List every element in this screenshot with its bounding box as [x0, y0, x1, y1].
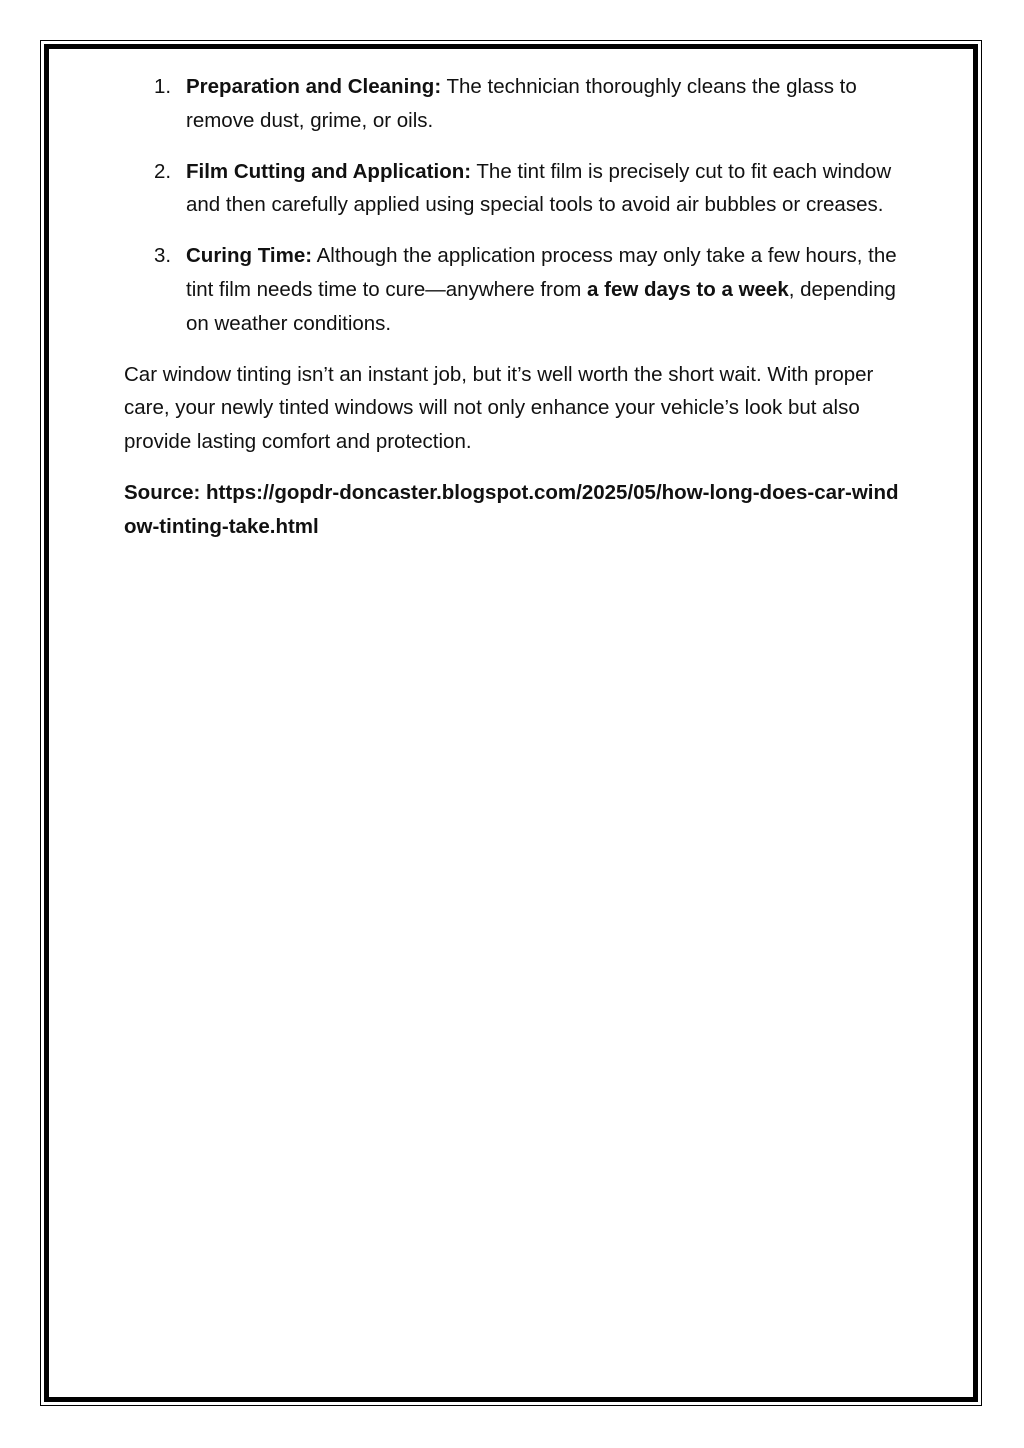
list-item-number: 3.: [154, 244, 172, 268]
list-item-text: Although the application process may only take a few hours, the tint film needs time to cure—anywhere from: [186, 244, 897, 301]
list-item-number: 2.: [154, 159, 172, 183]
list-item: [124, 155, 904, 223]
list-item-text-end: , depending on weather conditions.: [186, 277, 896, 335]
list-item-emphasis: a few days to a week: [587, 277, 789, 301]
source-line: [124, 476, 904, 544]
source-label: Source:: [124, 480, 207, 504]
document-body: [124, 70, 904, 561]
list-item-number: 1.: [154, 75, 172, 98]
summary-paragraph: Car window tinting isn’t an instant job, but it’s well worth the short wait. With proper care, your newly tinted windows will not only enhance your vehicle’s look but also provide lasting comfort and protection.: [124, 362, 874, 454]
list-item-title: Preparation and Cleaning:: [186, 75, 442, 98]
list-item-title: Film Cutting and Application:: [186, 159, 472, 183]
list-item-title: Curing Time:: [186, 244, 313, 268]
list-item: [124, 239, 904, 340]
steps-list: [124, 70, 904, 341]
source-url: https://gopdr-doncaster.blogspot.com/2025/05/how-long-does-car-window-tinting-take.html: [124, 480, 899, 538]
list-item-text: The technician thoroughly cleans the glass to remove dust, grime, or oils.: [186, 75, 857, 132]
list-item-text: The tint film is precisely cut to fit each window and then carefully applied using special tools to avoid air bubbles or creases.: [186, 159, 892, 217]
list-item: [124, 70, 904, 138]
